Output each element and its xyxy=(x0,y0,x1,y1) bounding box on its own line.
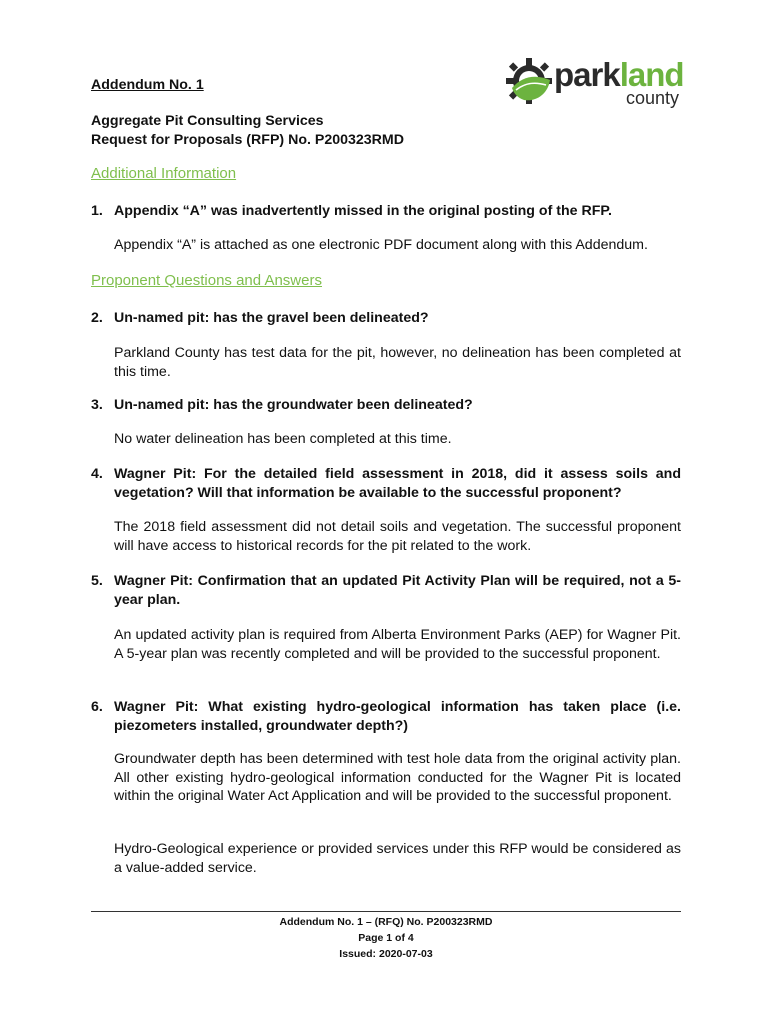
footer-addendum-ref: Addendum No. 1 – (RFQ) No. P200323RMD xyxy=(279,916,493,928)
rfp-title-line2: Request for Proposals (RFP) No. P200323RMD xyxy=(91,132,404,148)
addendum-title: Addendum No. 1 xyxy=(91,77,204,93)
question-text: Wagner Pit: What existing hydro-geological information has taken place (i.e. piezometers installed, groundwater depth?) xyxy=(114,699,681,734)
answer-5: An updated activity plan is required from Alberta Environment Parks (AEP) for Wagner Pit. A 5-year plan was recently completed and will be provided to the successful proponent. xyxy=(114,627,681,662)
logo-wordmark: parkland xyxy=(554,56,684,93)
question-number: 5. xyxy=(91,573,103,589)
answer-3: No water delineation has been completed at this time. xyxy=(114,431,452,447)
answer-6-part2: Hydro-Geological experience or provided services under this RFP would be considered as a value-added service. xyxy=(114,841,681,876)
answer-6-part1: Groundwater depth has been determined with test hole data from the original activity plan. All other existing hydro-geological information conducted for the Wagner Pit is located within the original Water Act Application and will be provided to the successful proponent. xyxy=(114,751,681,804)
question-text: Appendix “A” was inadvertently missed in the original posting of the RFP. xyxy=(114,203,612,219)
footer-issued-date: Issued: 2020-07-03 xyxy=(339,948,433,960)
question-2 xyxy=(91,309,681,328)
question-1 xyxy=(91,202,681,221)
answer-4: The 2018 field assessment did not detail soils and vegetation. The successful proponent will have access to historical records for the pit related to the work. xyxy=(114,519,681,554)
logo-county-text: county xyxy=(626,88,680,108)
question-3 xyxy=(91,396,681,415)
question-number: 6. xyxy=(91,699,103,715)
question-number: 1. xyxy=(91,203,103,219)
question-5 xyxy=(91,572,681,610)
question-text: Wagner Pit: For the detailed field assessment in 2018, did it assess soils and vegetation? Will that information be available to the successful proponent? xyxy=(114,466,681,501)
footer-divider xyxy=(91,911,681,912)
question-text: Wagner Pit: Confirmation that an updated Pit Activity Plan will be required, not a 5-year plan. xyxy=(114,573,681,608)
section-additional-information: Additional Information xyxy=(91,165,237,182)
question-number: 3. xyxy=(91,397,103,413)
question-4 xyxy=(91,465,681,503)
footer-page-number: Page 1 of 4 xyxy=(358,932,414,944)
question-number: 4. xyxy=(91,466,103,482)
section-proponent-questions: Proponent Questions and Answers xyxy=(91,272,322,289)
question-text: Un-named pit: has the groundwater been delineated? xyxy=(114,397,473,413)
rfp-title-line1: Aggregate Pit Consulting Services xyxy=(91,113,324,129)
question-6 xyxy=(91,698,681,736)
question-text: Un-named pit: has the gravel been delineated? xyxy=(114,310,429,326)
question-number: 2. xyxy=(91,310,103,326)
answer-1: Appendix “A” is attached as one electronic PDF document along with this Addendum. xyxy=(114,237,648,253)
answer-2: Parkland County has test data for the pit, however, no delineation has been completed at this time. xyxy=(114,345,681,380)
